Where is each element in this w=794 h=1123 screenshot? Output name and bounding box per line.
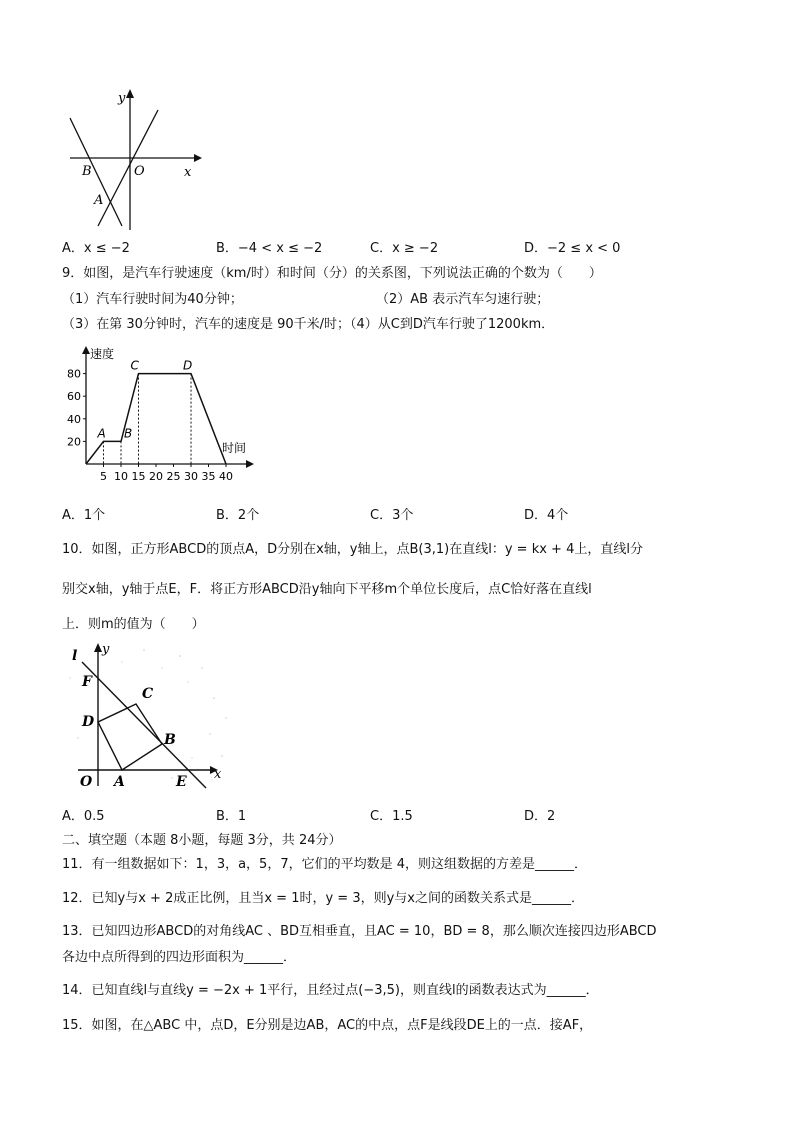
- point-label: C: [130, 358, 139, 373]
- x-tick-label: 5: [100, 470, 107, 483]
- point-b-label: B: [82, 164, 92, 179]
- x-axis-arrow: [194, 154, 202, 162]
- q9-statement-2: （2）AB 表示汽车匀速行驶；: [376, 292, 550, 307]
- q9-statement-3-4: （3）在第 30分钟时，汽车的速度是 90千米/时；（4）从C到D汽车行驶了1200km．: [62, 317, 555, 332]
- q10-option-d: D．2: [524, 809, 556, 824]
- line-through-origin: [98, 110, 158, 226]
- line-l-label: l: [72, 648, 78, 664]
- q11: 11．有一组数据如下：1，3，a，5，7，它们的平均数是 4，则这组数据的方差是______．: [62, 857, 587, 872]
- y-label: y: [118, 91, 126, 106]
- y-label: y: [102, 642, 110, 657]
- speed-time-chart: [60, 346, 270, 488]
- point-c-label: C: [142, 686, 154, 702]
- q10-figure: [62, 638, 232, 794]
- q10-option-c: C．1.5: [370, 809, 413, 824]
- x-tick-label: 30: [184, 470, 198, 483]
- q13-line-1: 13．已知四边形ABCD的对角线AC 、BD互相垂直，且AC = 10，BD = 8，那么顺次连接四边形ABCD: [62, 924, 657, 939]
- y-tick-label: 20: [67, 435, 81, 449]
- y-axis-arrow: [126, 89, 134, 98]
- q9-statement-1: （1）汽车行驶时间为40分钟；: [62, 292, 243, 307]
- point-label: A: [97, 426, 106, 441]
- point-b-label: B: [164, 732, 176, 748]
- q15: 15．如图，在△ABC 中，点D，E分别是边AB，AC的中点，点F是线段DE上的一点．接AF，: [62, 1018, 593, 1033]
- point-f-label: F: [82, 674, 92, 690]
- y-tick-label: 40: [67, 412, 81, 426]
- origin-label: O: [80, 774, 93, 790]
- point-a-label: A: [114, 774, 125, 790]
- point-a-label: A: [94, 193, 104, 208]
- q9-option-a: A．1个: [62, 508, 106, 523]
- x-label: x: [184, 165, 192, 180]
- q8-figure: [62, 86, 202, 234]
- y-axis-title: 速度: [90, 347, 115, 361]
- q8-option-b: B．−4 < x ≤ −2: [216, 241, 323, 256]
- x-axis-arrow: [246, 460, 254, 468]
- section-heading: 二、填空题（本题 8小题，每题 3分，共 24分）: [62, 833, 342, 848]
- q8-option-a: A．x ≤ −2: [62, 241, 130, 256]
- q8-option-c: C．x ≥ −2: [370, 241, 439, 256]
- x-tick-label: 35: [201, 470, 216, 483]
- line-through-b-a: [70, 118, 122, 226]
- q10-option-b: B．1: [216, 809, 247, 824]
- q10-line-3: 上．则m的值为（ ）: [62, 617, 205, 632]
- y-axis-arrow: [82, 346, 90, 354]
- point-label: B: [124, 426, 133, 441]
- x-tick-label: 25: [166, 470, 181, 483]
- point-label: D: [183, 358, 193, 373]
- q10-option-a: A．0.5: [62, 809, 105, 824]
- x-tick-label: 15: [131, 470, 146, 483]
- q8-option-d: D．−2 ≤ x < 0: [524, 241, 621, 256]
- q9-stem: 9．如图，是汽车行驶速度（km/时）和时间（分）的关系图，下列说法正确的个数为（ ）: [62, 266, 602, 281]
- y-tick-label: 80: [67, 367, 81, 381]
- q9-option-b: B．2个: [216, 508, 260, 523]
- x-tick-label: 20: [149, 470, 163, 483]
- q9-option-c: C．3个: [370, 508, 414, 523]
- q9-option-d: D．4个: [524, 508, 569, 523]
- q12: 12．已知y与x + 2成正比例，且当x = 1时，y = 3，则y与x之间的函数关系式是______．: [62, 891, 584, 906]
- x-label: x: [214, 767, 222, 782]
- point-d-label: D: [82, 714, 95, 730]
- y-tick-label: 60: [67, 390, 81, 404]
- x-tick-label: 10: [114, 470, 128, 483]
- q13-line-2: 各边中点所得到的四边形面积为______．: [62, 950, 297, 965]
- q14: 14．已知直线l与直线y = −2x + 1平行，且经过点(−3,5)，则直线l的函数表达式为______．: [62, 983, 599, 998]
- point-e-label: E: [176, 774, 187, 790]
- x-axis-title: 时间: [222, 441, 247, 455]
- x-tick-label: 40: [219, 470, 233, 483]
- origin-label: O: [134, 164, 145, 179]
- q10-line-1: 10．如图，正方形ABCD的顶点A，D分别在x轴，y轴上，点B(3,1)在直线l：y = kx + 4上，直线l分: [62, 542, 643, 557]
- q10-line-2: 别交x轴，y轴于点E，F．将正方形ABCD沿y轴向下平移m个单位长度后，点C恰好落在直线l: [62, 582, 592, 597]
- speed-series-line: [86, 374, 226, 464]
